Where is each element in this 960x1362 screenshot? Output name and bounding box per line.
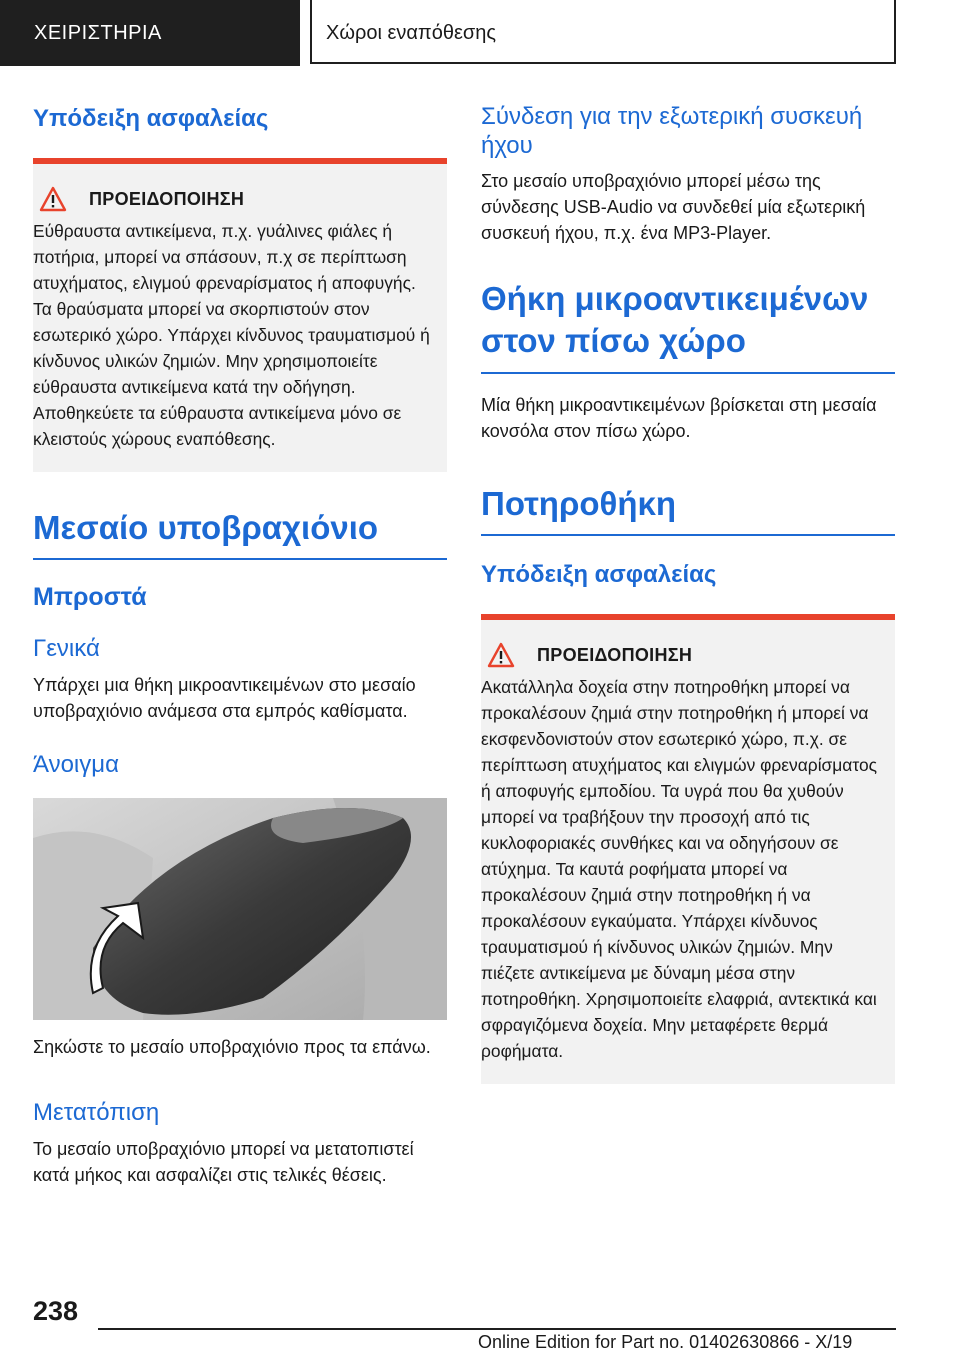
warning-icon [39, 186, 67, 212]
warning-title: ΠΡΟΕΙΔΟΠΟΙΗΣΗ [537, 644, 693, 665]
audio-heading: Σύνδεση για την εξωτερική συσκευή ήχου [481, 103, 863, 159]
cupholder-rule [481, 534, 895, 536]
warning-title: ΠΡΟΕΙΔΟΠΟΙΗΣΗ [89, 188, 245, 209]
rear-heading: Θήκη μικροαντικειμένων στον πίσω χώρο [481, 280, 869, 359]
rear-rule [481, 372, 895, 374]
warning-box [33, 164, 447, 472]
armrest-rule [33, 558, 447, 560]
shift-text: Το μεσαίο υποβραχιόνιο μπορεί να μετατοπιστεί κατά μήκος και ασφαλίζει στις τελικές θέσεις. [33, 1139, 414, 1185]
warning-box-2 [481, 620, 895, 1084]
footer-rule [98, 1328, 896, 1330]
left-column [33, 90, 447, 1188]
right-column [481, 90, 895, 1084]
armrest-photo [33, 798, 447, 1020]
cupholder-safety-heading: Υπόδειξη ασφαλείας [481, 561, 717, 588]
general-heading: Γενικά [33, 635, 100, 662]
armrest-heading: Μεσαίο υποβραχιόνιο [33, 509, 379, 546]
photo-caption: Σηκώστε το μεσαίο υποβραχιόνιο προς τα επάνω. [33, 1037, 431, 1057]
page-number: 238 [33, 1296, 79, 1326]
rear-text: Μία θήκη μικροαντικειμένων βρίσκεται στη μεσαία κονσόλα στον πίσω χώρο. [481, 395, 877, 441]
armrest-illustration [33, 798, 447, 1020]
warning-text: Ακατάλληλα δοχεία στην ποτηροθήκη μπορεί να προκαλέσουν ζημιά στην ποτηροθήκη ή μπορεί να εκσφενδονιστούν στον εσωτερικό χώρο, π.χ. σε περίπτωση ατυχήματος και ελιγμών φρεναρίσματος ή αποφυγής εμποδίου. Τα υγρά που θα χυθούν μπορεί να τραβήξουν την προσοχή από τις κυκλοφοριακές συνθήκες και να οδηγήσουν σε ατύχημα. Τα καυτά ροφήματα μπορεί να προκαλέσουν ζημιά στην ποτηροθήκη ή να προκαλέσουν εγκαύματα. Υπάρχει κίνδυνος τραυματισμού ή κίνδυνος υλικών ζημιών. Μην πιέζετε αντικείμενα με δύναμη μέσα στην ποτηροθήκη. Χρησιμοποιείτε ελαφριά, αντεκτικά και σφραγιζόμενα δοχεία. Μην μεταφέρετε θερμά ροφήματα. [481, 677, 878, 1061]
warning-text: Εύθραυστα αντικείμενα, π.χ. γυάλινες φιάλες ή ποτήρια, μπορεί να σπάσουν, π.χ σε περίπτωση ατυχήματος, ελιγμού φρεναρίσματος ή αποφυγής. Τα θραύσματα μπορεί να σκορπιστούν στον εσωτερικό χώρο. Υπάρχει κίνδυνος τραυματισμού ή κίνδυνος υλικών ζημιών. Μην χρησιμοποιείτε εύθραυστα αντικείμενα κατά την οδήγηση. Αποθηκεύετε τα εύθραυστα αντικείμενα μόνο σε κλειστούς χώρους εναπόθεσης. [33, 221, 430, 449]
footer-edition: Online Edition for Part no. 01402630866 - X/19 [478, 1332, 853, 1352]
opening-heading: Άνοιγμα [33, 751, 119, 778]
cupholder-heading: Ποτηροθήκη [481, 485, 677, 522]
header-section: ΧΕΙΡΙΣΤΗΡΙΑ [0, 0, 300, 66]
header-chapter: Χώροι εναπόθεσης [310, 0, 896, 64]
front-heading: Μπροστά [33, 583, 147, 611]
audio-text: Στο μεσαίο υποβραχιόνιο μπορεί μέσω της σύνδεσης USB-Audio να συνδεθεί μία εξωτερική συσκευή ήχου, π.χ. ένα MP3-Player. [481, 171, 866, 243]
warning-icon [487, 642, 515, 668]
general-text: Υπάρχει μια θήκη μικροαντικειμένων στο μεσαίο υποβραχιόνιο ανάμεσα στα εμπρός καθίσματα. [33, 675, 416, 721]
safety-heading: Υπόδειξη ασφαλείας [33, 105, 269, 132]
shift-heading: Μετατόπιση [33, 1099, 160, 1126]
